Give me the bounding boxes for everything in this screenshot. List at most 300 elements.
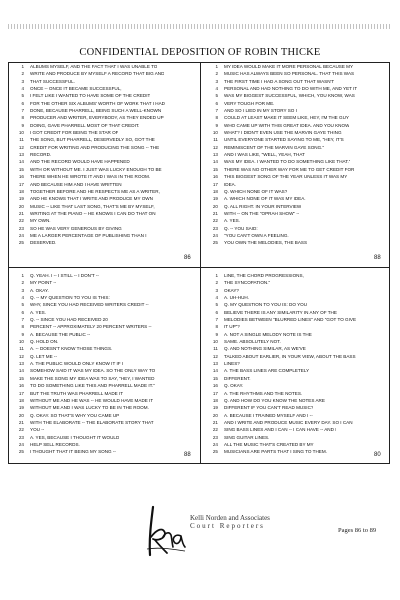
transcript-line — [204, 426, 388, 433]
transcript-line — [204, 434, 388, 441]
line-text: PERSONAL AND HAD NOTHING TO DO WITH ME, AND YET IT — [224, 86, 358, 92]
transcript-line — [204, 404, 388, 411]
transcript-line — [204, 360, 388, 367]
transcript-line — [10, 272, 198, 279]
line-number: 16 — [212, 174, 218, 180]
transcript-line — [10, 434, 198, 441]
line-number: 7 — [21, 317, 24, 323]
line-number: 22 — [212, 427, 218, 433]
transcript-line — [10, 85, 198, 92]
transcript-line — [10, 195, 198, 202]
line-number: 11 — [213, 346, 218, 352]
line-text: Q. OKAY. — [224, 383, 244, 389]
transcript-line — [10, 122, 198, 129]
line-number: 18 — [18, 188, 24, 194]
transcript-line — [204, 225, 388, 232]
transcript-line — [204, 441, 388, 448]
transcript-line — [204, 100, 388, 107]
line-number: 3 — [21, 78, 24, 84]
line-number: 9 — [215, 122, 218, 128]
transcript-page-2 — [204, 63, 388, 247]
line-number: 9 — [215, 331, 218, 337]
line-text: CREDIT FOR WRITING AND PRODUCING THE SONG -- THE — [30, 144, 160, 150]
line-text: MELODIES BETWEEN "BLURRED LINES" AND "GOT TO GIVE — [224, 317, 357, 323]
transcript-line — [10, 107, 198, 114]
line-number: 10 — [212, 339, 218, 345]
page-range: Pages 86 to 89 — [338, 527, 377, 534]
line-text: RECORD. — [30, 152, 52, 158]
line-text: I THOUGHT THAT IT BEING MY SONG -- — [30, 449, 116, 455]
line-text: A. YES. — [30, 309, 47, 315]
transcript-line — [10, 217, 198, 224]
firm-line-1: Kelli Norden and Associates — [190, 514, 270, 522]
line-number: 11 — [213, 137, 218, 143]
transcript-line — [10, 144, 198, 151]
line-text: A. OKAY. — [30, 287, 49, 293]
transcript-line — [10, 203, 198, 210]
scan-edge-mark — [8, 24, 392, 29]
line-text: SOMEHOW SAID IT WAS MY IDEA. SO THE ONLY WAY TO — [30, 368, 156, 374]
line-number: 20 — [212, 203, 218, 209]
line-text: TO DO SOMETHING LIKE THIS AND PHARRELL MADE IT." — [30, 383, 155, 389]
transcript-line — [204, 173, 388, 180]
transcript-page-3 — [10, 272, 198, 456]
line-text: WITH -- ON THE "OPRAH SHOW" -- — [224, 210, 300, 216]
line-number: 20 — [212, 412, 218, 418]
line-text: AND THE RECORD WOULD HAVE HAPPENED — [30, 159, 130, 165]
page-number: 88 — [374, 255, 381, 261]
line-text: SAME. ABSOLUTELY NOT. — [224, 339, 281, 345]
transcript-line — [10, 188, 198, 195]
line-number: 8 — [215, 115, 218, 121]
transcript-line — [204, 338, 388, 345]
transcript-line — [204, 151, 388, 158]
transcript-line — [204, 63, 388, 70]
line-number: 5 — [215, 93, 218, 99]
line-text: IT UP"? — [224, 324, 240, 330]
transcript-line — [10, 412, 198, 419]
line-number: 7 — [215, 108, 218, 114]
transcript-line — [10, 367, 198, 374]
transcript-line — [10, 353, 198, 360]
line-text: WHO CAME UP WITH THIS GREAT IDEA. AND YOU KNOW — [224, 122, 350, 128]
line-text: ALBUMS MYSELF, AND THE FACT THAT I WAS UNABLE TO — [30, 64, 158, 69]
transcript-line — [10, 382, 198, 389]
line-number: 1 — [215, 273, 218, 278]
line-text: I GOT CREDIT FOR BEING THE STAR OF — [30, 130, 119, 136]
line-text: WRITE AND PRODUCE BY MYSELF A RECORD THAT BIG AND — [30, 71, 165, 77]
line-text: A. YES. — [224, 218, 241, 224]
transcript-line — [10, 397, 198, 404]
line-text: THERE WHEN HE WROTE IT AND I WAS IN THE ROOM. — [30, 174, 151, 180]
line-number: 10 — [212, 130, 218, 136]
transcript-line — [10, 338, 198, 345]
line-number: 4 — [21, 86, 24, 92]
line-number: 3 — [21, 287, 24, 293]
line-text: Q. YEAH. I -- I STILL -- I DON'T -- — [30, 273, 99, 278]
line-text: FOR THE OTHER SIX ALBUMS' WORTH OF WORK THAT I HAD — [30, 100, 165, 106]
transcript-line — [204, 195, 388, 202]
line-text: Q. AND HOW DO YOU KNOW THE NOTES ARE — [224, 397, 325, 403]
transcript-line — [10, 239, 198, 246]
line-number: 9 — [21, 122, 24, 128]
line-number: 18 — [212, 397, 218, 403]
transcript-line — [10, 441, 198, 448]
transcript-line — [204, 448, 388, 455]
line-number: 7 — [215, 317, 218, 323]
transcript-line — [204, 203, 388, 210]
transcript-line — [10, 173, 198, 180]
line-text: DIFFERENT IF YOU CAN'T READ MUSIC? — [224, 405, 314, 411]
line-number: 25 — [18, 240, 24, 246]
line-number: 14 — [18, 159, 24, 165]
line-number: 21 — [18, 210, 24, 216]
line-text: MUSIC HAS ALWAYS BEEN SO PERSONAL. THAT THIS WAS — [224, 71, 355, 77]
transcript-line — [10, 419, 198, 426]
line-text: VERY TOUGH FOR ME. — [224, 100, 275, 106]
line-text: A. WHICH NONE OF IT WAS MY IDEA. — [224, 196, 306, 202]
line-number: 11 — [19, 137, 24, 143]
transcript-line — [204, 345, 388, 352]
line-text: DOING, GAVE PHARRELL MOST OF THAT CREDIT. — [30, 122, 140, 128]
line-number: 17 — [18, 390, 24, 396]
line-number: 2 — [21, 280, 24, 286]
transcript-line — [204, 309, 388, 316]
transcript-line — [204, 217, 388, 224]
line-number: 24 — [212, 232, 218, 238]
line-number: 3 — [215, 287, 218, 293]
line-number: 8 — [21, 115, 24, 121]
line-text: "YOU CAN'T OWN A FEELING. — [224, 232, 289, 238]
line-text: DONE, BECAUSE PHARRELL, BEING SUCH A WELL-KNOWN — [30, 108, 162, 114]
line-text: COULD AT LEAST MAKE IT SEEM LIKE, HEY, I'M THE GUY — [224, 115, 349, 121]
line-text: SO HE WAS VERY GENEROUS BY GIVING — [30, 225, 122, 231]
line-number: 15 — [212, 375, 218, 381]
transcript-line — [204, 92, 388, 99]
transcript-line — [10, 129, 198, 136]
line-text: WITH OR WITHOUT ME. I JUST WAS LUCKY ENOUGH TO BE — [30, 166, 162, 172]
line-text: THAT SUCCESSFUL. — [30, 78, 76, 84]
transcript-line — [204, 419, 388, 426]
transcript-line — [10, 92, 198, 99]
line-text: REMINISCENT OF THE MARVIN GAYE SONG." — [224, 144, 325, 150]
line-number: 12 — [18, 144, 24, 150]
transcript-line — [10, 232, 198, 239]
line-text: DESERVED. — [30, 240, 57, 246]
line-number: 14 — [212, 368, 218, 374]
line-text: HELP SELL RECORDS. — [30, 441, 80, 447]
transcript-line — [10, 309, 198, 316]
line-number: 5 — [21, 93, 24, 99]
line-text: YOU -- — [30, 427, 45, 433]
line-number: 6 — [21, 100, 24, 106]
line-text: A. NOT A SINGLE MELODY NOTE IS THE — [224, 331, 312, 337]
line-text: PRODUCER AND WRITER, EVERYBODY, AS THEY ENDED UP — [30, 115, 164, 121]
line-number: 10 — [18, 339, 24, 345]
line-text: WAS MY BIGGEST SUCCESSFUL, WHICH, YOU KNOW, WAS — [224, 93, 355, 99]
line-text: Q. WHICH NONE OF IT WAS? — [224, 188, 288, 194]
line-text: Q. AND NOTHING SIMILAR, AS WE'VE — [224, 346, 306, 352]
transcript-line — [204, 144, 388, 151]
line-text: AND SO I LIED IN MY STORY SO I — [224, 108, 297, 114]
line-text: A. BECAUSE I TRAINED MYSELF AND I -- — [224, 412, 313, 418]
line-text: Q. MY QUESTION TO YOU IS: DO YOU — [224, 302, 308, 308]
line-text: OKAY? — [224, 287, 239, 293]
line-number: 23 — [18, 434, 24, 440]
transcript-line — [204, 85, 388, 92]
transcript-line — [10, 323, 198, 330]
line-text: THE SONG, BUT PHARRELL, DESERVEDLY SO, GOT THE — [30, 137, 155, 143]
row-divider — [8, 267, 390, 268]
transcript-line — [204, 210, 388, 217]
line-number: 21 — [18, 419, 24, 425]
line-text: Q. -- MY QUESTION TO YOU IS THIS: — [30, 295, 110, 301]
transcript-line — [204, 129, 388, 136]
line-text: THERE WAS NO OTHER WAY FOR ME TO GET CREDIT FOR — [224, 166, 355, 172]
line-number: 24 — [212, 441, 218, 447]
transcript-line — [10, 404, 198, 411]
line-text: A. -- DOESN'T KNOW THOSE THINGS. — [30, 346, 113, 352]
transcript-line — [204, 136, 388, 143]
line-text: AND I WAS LIKE, "WELL, YEAH, THAT — [224, 152, 305, 158]
line-number: 19 — [212, 196, 218, 202]
line-number: 24 — [18, 441, 24, 447]
line-number: 8 — [21, 324, 24, 330]
line-number: 1 — [215, 64, 218, 69]
line-text: MAKE THE SONG MY IDEA WAS TO SAY, "HEY, I WANTED — [30, 375, 155, 381]
transcript-line — [10, 158, 198, 165]
line-text: A. THE PUBLIC WOULD ONLY KNOW IT IF I — [30, 361, 124, 367]
transcript-line — [10, 151, 198, 158]
transcript-line — [10, 279, 198, 286]
line-number: 5 — [21, 302, 24, 308]
line-text: A. YES, BECAUSE I THOUGHT IT WOULD — [30, 434, 120, 440]
line-number: 25 — [212, 449, 218, 455]
transcript-line — [10, 301, 198, 308]
line-number: 2 — [21, 71, 24, 77]
line-number: 16 — [18, 174, 24, 180]
line-text: WAS MY IDEA. I WANTED TO DO SOMETHING LIKE THAT." — [224, 159, 351, 165]
transcript-line — [10, 294, 198, 301]
column-divider — [200, 62, 201, 464]
transcript-line — [204, 122, 388, 129]
line-number: 17 — [18, 181, 24, 187]
line-number: 17 — [212, 181, 218, 187]
line-text: WHY, SINCE YOU HAD RECEIVED WRITERS CREDIT -- — [30, 302, 149, 308]
line-number: 10 — [18, 130, 24, 136]
transcript-line — [10, 210, 198, 217]
firm-name — [190, 514, 270, 530]
transcript-line — [10, 166, 198, 173]
document-title: CONFIDENTIAL DEPOSITION OF ROBIN THICKE — [79, 47, 321, 58]
line-number: 25 — [18, 449, 24, 455]
line-number: 17 — [212, 390, 218, 396]
line-text: AND HE KNOWS THAT I WRITE AND PRODUCE MY OWN — [30, 196, 153, 202]
page-number: 80 — [374, 452, 381, 458]
line-text: MUSIC -- LIKE THAT LAST SONG, THAT'S ME BY MYSELF, — [30, 203, 155, 209]
transcript-line — [10, 426, 198, 433]
transcript-line — [204, 239, 388, 246]
line-number: 19 — [18, 405, 24, 411]
line-number: 12 — [212, 353, 218, 359]
transcript-line — [204, 114, 388, 121]
transcript-line — [204, 353, 388, 360]
line-text: TOGETHER BEFORE AND HE RESPECTS ME AS A WRITER, — [30, 188, 160, 194]
transcript-line — [204, 301, 388, 308]
line-number: 23 — [18, 225, 24, 231]
line-text: SING BASS LINES AND I CAN -- I CAN HAVE -- AND I — [224, 427, 337, 433]
line-number: 18 — [212, 188, 218, 194]
line-number: 8 — [215, 324, 218, 330]
line-number: 13 — [212, 152, 218, 158]
line-number: 16 — [212, 383, 218, 389]
transcript-line — [10, 375, 198, 382]
line-text: ME A LARGER PERCENTAGE OF PUBLISHING THAN I — [30, 232, 147, 238]
page-number: 88 — [184, 452, 191, 458]
line-text: Q. HOLD ON. — [30, 339, 59, 345]
line-number: 25 — [212, 240, 218, 246]
line-text: MY OWN. — [30, 218, 51, 224]
line-number: 11 — [19, 346, 24, 352]
line-text: MY POINT -- — [30, 280, 57, 286]
line-text: UNTIL EVERYONE STARTED SAYING TO ME, "HEY, IT'S — [224, 137, 344, 143]
transcript-line — [204, 287, 388, 294]
line-number: 6 — [215, 309, 218, 315]
line-text: PERCENT -- APPROXIMATELY 20 PERCENT WRITERS -- — [30, 324, 152, 330]
line-number: 18 — [18, 397, 24, 403]
line-number: 12 — [18, 353, 24, 359]
line-number: 22 — [212, 218, 218, 224]
line-text: A. BECAUSE THE PUBLIC -- — [30, 331, 91, 337]
transcript-line — [204, 158, 388, 165]
line-number: 20 — [18, 203, 24, 209]
line-number: 22 — [18, 427, 24, 433]
transcript-line — [204, 331, 388, 338]
line-number: 4 — [21, 295, 24, 301]
line-number: 4 — [215, 295, 218, 301]
line-text: THE FIRST TIME I HAD A SONG OUT THAT WASN'T — [224, 78, 335, 84]
line-text: Q. -- YOU SAID: — [224, 225, 258, 231]
transcript-line — [204, 70, 388, 77]
line-text: BELIEVE THERE IS ANY SIMILARITY IN ANY OF THE — [224, 309, 337, 315]
line-number: 1 — [21, 64, 24, 69]
line-text: Q. ALL RIGHT. IN YOUR INTERVIEW — [224, 203, 302, 209]
transcript-line — [10, 390, 198, 397]
transcript-line — [204, 412, 388, 419]
line-number: 23 — [212, 225, 218, 231]
transcript-line — [10, 331, 198, 338]
transcript-line — [10, 70, 198, 77]
transcript-line — [204, 78, 388, 85]
line-text: DIFFERENT. — [224, 375, 251, 381]
firm-line-2: Court Reporters — [190, 522, 265, 530]
line-text: BUT THE TRUTH WAS PHARRELL MADE IT — [30, 390, 124, 396]
line-text: SING GUITAR LINES. — [224, 434, 270, 440]
transcript-page-4 — [204, 272, 388, 456]
line-text: Q. LET ME -- — [30, 353, 57, 359]
transcript-line — [10, 225, 198, 232]
transcript-line — [204, 323, 388, 330]
line-text: WITHOUT ME AND I WAS LUCKY TO BE IN THE ROOM. — [30, 405, 149, 411]
court-reporter-logo — [141, 503, 187, 559]
line-text: I FELT LIKE I WANTED TO HAVE SOME OF THE CREDIT — [30, 93, 151, 99]
line-number: 13 — [18, 152, 24, 158]
line-number: 16 — [18, 383, 24, 389]
line-text: AND BECAUSE HIM AND I HAVE WRITTEN — [30, 181, 122, 187]
transcript-line — [204, 367, 388, 374]
line-text: ONCE -- ONCE IT BECAME SUCCESSFUL, — [30, 86, 122, 92]
transcript-line — [10, 114, 198, 121]
transcript-line — [10, 360, 198, 367]
line-number: 5 — [215, 302, 218, 308]
transcript-line — [204, 294, 388, 301]
line-number: 22 — [18, 218, 24, 224]
line-text: ALL THE MUSIC THAT'S CREATED BY MY — [224, 441, 314, 447]
transcript-line — [204, 272, 388, 279]
transcript-line — [204, 382, 388, 389]
line-number: 15 — [18, 166, 24, 172]
line-text: THE SYNCOPATION." — [224, 280, 271, 286]
line-text: LINES? — [224, 361, 240, 367]
line-number: 13 — [18, 361, 24, 367]
line-text: IDEA. — [224, 181, 236, 187]
line-text: LINE, THE CHORD PROGRESSIONS, — [224, 273, 304, 278]
transcript-line — [204, 232, 388, 239]
line-text: THIS BIGGEST SONG OF THE YEAR UNLESS IT WAS MY — [224, 174, 348, 180]
transcript-line — [10, 316, 198, 323]
line-number: 24 — [18, 232, 24, 238]
transcript-line — [204, 397, 388, 404]
line-text: Q. OKAY. SO THAT'S WHY YOU CAME UP — [30, 412, 120, 418]
transcript-page-1 — [10, 63, 198, 247]
line-number: 15 — [18, 375, 24, 381]
transcript-line — [10, 63, 198, 70]
line-number: 19 — [212, 405, 218, 411]
line-number: 15 — [212, 166, 218, 172]
line-text: WITHOUT ME AND HE WAS -- HE WOULD HAVE MADE IT — [30, 397, 154, 403]
line-text: MY IDEA WOULD MAKE IT MORE PERSONAL BECAUSE MY — [224, 64, 354, 69]
line-number: 6 — [21, 309, 24, 315]
line-text: MUSICIANS ARE PARTS THAT I SING TO THEM. — [224, 449, 327, 455]
line-number: 20 — [18, 412, 24, 418]
line-text: A. UH-HUH. — [224, 295, 250, 301]
line-number: 12 — [212, 144, 218, 150]
line-number: 7 — [21, 108, 24, 114]
line-number: 13 — [212, 361, 218, 367]
line-text: A. THE RHYTHMS AND THE NOTES. — [224, 390, 303, 396]
transcript-line — [10, 78, 198, 85]
line-number: 6 — [215, 100, 218, 106]
line-number: 4 — [215, 86, 218, 92]
transcript-line — [204, 188, 388, 195]
line-number: 14 — [212, 159, 218, 165]
line-number: 21 — [212, 419, 218, 425]
transcript-line — [204, 316, 388, 323]
line-number: 2 — [215, 280, 218, 286]
transcript-line — [204, 390, 388, 397]
page-number: 86 — [184, 255, 191, 261]
line-number: 23 — [212, 434, 218, 440]
line-text: TALKED ABOUT EARLIER, IN YOUR VIEW, ABOUT THE BASS — [224, 353, 356, 359]
transcript-line — [10, 287, 198, 294]
transcript-line — [204, 375, 388, 382]
line-text: A. THE BASS LINES ARE COMPLETELY — [224, 368, 310, 374]
transcript-line — [10, 136, 198, 143]
line-text: Q. -- SINCE YOU HAD RECEIVED 20 — [30, 317, 108, 323]
line-number: 19 — [18, 196, 24, 202]
line-text: YOU OWN THE MELODIES, THE BASS — [224, 240, 308, 246]
transcript-line — [10, 100, 198, 107]
